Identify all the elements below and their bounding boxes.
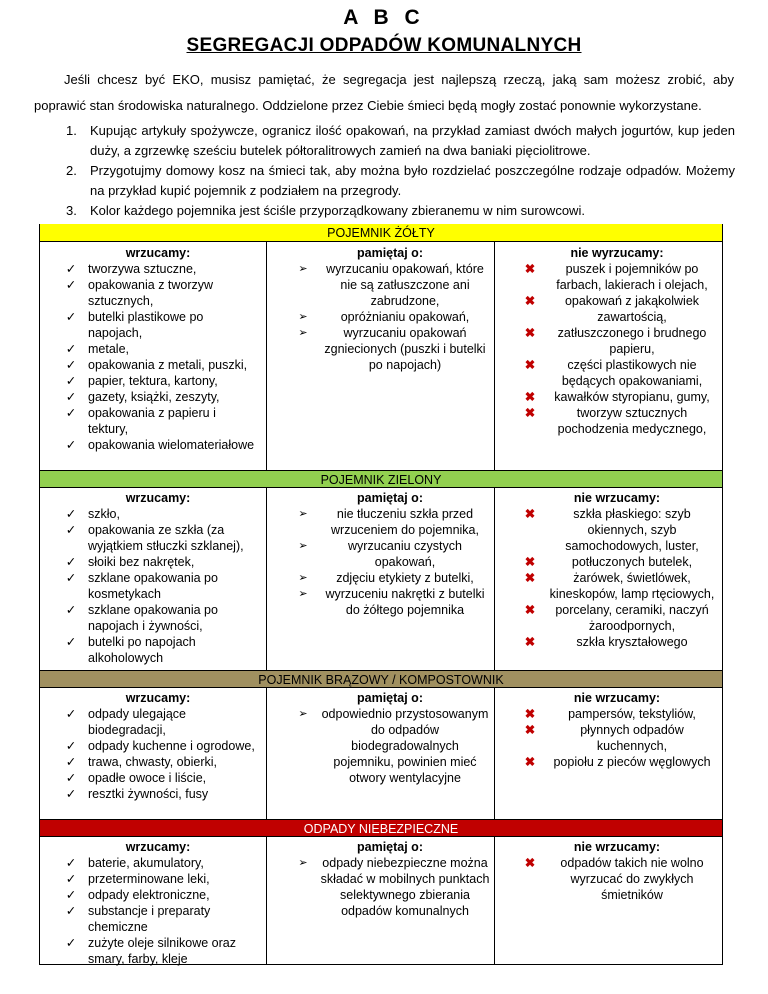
list-item xyxy=(58,754,258,770)
document-subtitle: SEGREGACJI ODPADÓW KOMUNALNYCH xyxy=(186,35,582,56)
list-item-text: pampersów, tekstyliów, xyxy=(568,707,696,721)
tip-item xyxy=(50,161,735,201)
list-item-text: trawa, chwasty, obierki, xyxy=(88,755,217,769)
column-divider xyxy=(494,836,495,964)
list-item-text: wyrzucaniu opakowań, które nie są zatłuszczone ani zabrudzone, xyxy=(326,262,484,308)
column-list xyxy=(290,706,490,786)
cross-icon: ✖ xyxy=(524,755,536,769)
column-list xyxy=(517,506,717,650)
section-header: POJEMNIK BRĄZOWY / KOMPOSTOWNIK xyxy=(40,670,722,688)
list-item xyxy=(58,855,258,871)
tip-number: 1. xyxy=(66,123,77,138)
column-heading: pamiętaj o: xyxy=(357,491,423,505)
list-item-text: odpowiednio przystosowanym do odpadów biodegradowalnych pojemniku, powinien mieć otwory wentylacyjne xyxy=(321,707,489,785)
list-item-text: butelki plastikowe po napojach, xyxy=(88,310,204,340)
column-list xyxy=(517,261,717,437)
list-item xyxy=(517,722,717,754)
cross-icon: ✖ xyxy=(524,723,536,737)
column-heading: pamiętaj o: xyxy=(357,691,423,705)
section-header: ODPADY NIEBEZPIECZNE xyxy=(40,819,722,837)
check-icon: ✓ xyxy=(65,571,77,585)
list-item-text: zdjęciu etykiety z butelki, xyxy=(336,571,474,585)
list-item xyxy=(58,341,258,357)
check-icon: ✓ xyxy=(65,936,77,950)
list-item xyxy=(58,738,258,754)
column-list xyxy=(58,855,258,967)
section-header: POJEMNIK ŻÓŁTY xyxy=(40,224,722,242)
list-item xyxy=(58,554,258,570)
arrow-icon: ➢ xyxy=(298,327,308,339)
list-item xyxy=(58,602,258,634)
check-icon: ✓ xyxy=(65,739,77,753)
cross-icon: ✖ xyxy=(524,571,536,585)
section-column-2 xyxy=(290,839,490,919)
column-list xyxy=(290,855,490,919)
tips-list xyxy=(50,121,735,221)
list-item-text: opakowania z tworzyw sztucznych, xyxy=(88,278,214,308)
list-item xyxy=(58,389,258,405)
column-list xyxy=(58,506,258,666)
list-item xyxy=(517,754,717,770)
section-column-3 xyxy=(517,839,717,903)
column-heading: wrzucamy: xyxy=(125,246,191,260)
column-list xyxy=(517,855,717,903)
list-item xyxy=(58,786,258,802)
list-item-text: nie tłuczeniu szkła przed wrzuceniem do pojemnika, xyxy=(331,507,479,537)
list-item-text: szklane opakowania po kosmetykach xyxy=(88,571,218,601)
column-heading: pamiętaj o: xyxy=(357,246,423,260)
list-item-text: odpady elektroniczne, xyxy=(88,888,210,902)
section-header: POJEMNIK ZIELONY xyxy=(40,470,722,488)
list-item xyxy=(290,538,490,570)
list-item xyxy=(290,325,490,373)
column-list xyxy=(517,706,717,770)
list-item xyxy=(58,373,258,389)
column-heading: nie wrzucamy: xyxy=(573,840,661,854)
arrow-icon: ➢ xyxy=(298,311,308,323)
list-item xyxy=(517,634,717,650)
list-item-text: wyrzuceniu nakrętki z butelki do żółtego pojemnika xyxy=(325,587,485,617)
column-divider xyxy=(266,687,267,819)
list-item xyxy=(58,261,258,277)
check-icon: ✓ xyxy=(65,856,77,870)
segregation-table xyxy=(39,224,723,965)
column-heading: nie wyrzucamy: xyxy=(570,246,664,260)
list-item xyxy=(58,634,258,666)
list-item xyxy=(58,405,258,437)
section-column-3 xyxy=(517,690,717,770)
list-item xyxy=(290,261,490,309)
column-divider xyxy=(494,487,495,670)
list-item-text: szkła płaskiego: szyb okiennych, szyb samochodowych, luster, xyxy=(565,507,699,553)
list-item xyxy=(517,554,717,570)
check-icon: ✓ xyxy=(65,904,77,918)
arrow-icon: ➢ xyxy=(298,588,308,600)
list-item-text: słoiki bez nakrętek, xyxy=(88,555,195,569)
list-item xyxy=(517,325,717,357)
cross-icon: ✖ xyxy=(524,507,536,521)
arrow-icon: ➢ xyxy=(298,708,308,720)
cross-icon: ✖ xyxy=(524,707,536,721)
cross-icon: ✖ xyxy=(524,326,536,340)
cross-icon: ✖ xyxy=(524,635,536,649)
list-item-text: szklane opakowania po napojach i żywności, xyxy=(88,603,218,633)
check-icon: ✓ xyxy=(65,787,77,801)
check-icon: ✓ xyxy=(65,310,77,324)
check-icon: ✓ xyxy=(65,507,77,521)
list-item-text: opróżnianiu opakowań, xyxy=(340,310,470,324)
column-list xyxy=(290,261,490,373)
list-item-text: opadłe owoce i liście, xyxy=(88,771,207,785)
list-item-text: przeterminowane leki, xyxy=(88,872,210,886)
check-icon: ✓ xyxy=(65,555,77,569)
check-icon: ✓ xyxy=(65,406,77,420)
column-divider xyxy=(266,836,267,964)
list-item xyxy=(290,706,490,786)
column-list xyxy=(58,261,258,453)
list-item-text: papier, tektura, kartony, xyxy=(88,374,218,388)
tip-number: 2. xyxy=(66,163,77,178)
intro-paragraph: Jeśli chcesz być EKO, musisz pamiętać, że segregacja jest najlepszą rzeczą, jaką sam możesz zrobić, aby poprawić stan środowiska naturalnego. Oddzielone przez Ciebie śmieci będą mogły zostać ponownie wykorzystane. xyxy=(34,72,734,113)
tip-item xyxy=(50,121,735,161)
tip-text: Kupując artykuły spożywcze, ogranicz ilość opakowań, na przykład zamiast dwóch małych jogurtów, kup jeden duży, a zgrzewkę sześciu butelek półtoralitrowych zamień na dwa baniaki pięciolitrowe. xyxy=(90,123,735,158)
section-column-1 xyxy=(58,245,258,453)
list-item xyxy=(58,706,258,738)
column-heading: nie wrzucamy: xyxy=(573,491,661,505)
cross-icon: ✖ xyxy=(524,390,536,404)
cross-icon: ✖ xyxy=(524,603,536,617)
list-item-text: odpady niebezpieczne można składać w mobilnych punktach selektywnego zbierania odpadów komunalnych xyxy=(320,856,490,918)
list-item-text: resztki żywności, fusy xyxy=(88,787,209,801)
list-item-text: odpady ulegające biodegradacji, xyxy=(88,707,186,737)
section-column-3 xyxy=(517,245,717,437)
list-item xyxy=(58,770,258,786)
tip-item xyxy=(50,201,735,221)
tip-number: 3. xyxy=(66,203,77,218)
list-item-text: potłuczonych butelek, xyxy=(571,555,693,569)
section-column-2 xyxy=(290,245,490,373)
arrow-icon: ➢ xyxy=(298,263,308,275)
list-item xyxy=(517,570,717,602)
tip-text: Kolor każdego pojemnika jest ściśle przyporządkowany zbieranemu w nim surowcowi. xyxy=(90,203,585,218)
list-item-text: części plastikowych nie będących opakowaniami, xyxy=(561,358,703,388)
column-heading: wrzucamy: xyxy=(125,691,191,705)
column-heading: wrzucamy: xyxy=(125,840,191,854)
list-item-text: butelki po napojach alkoholowych xyxy=(88,635,196,665)
column-divider xyxy=(266,242,267,470)
arrow-icon: ➢ xyxy=(298,572,308,584)
list-item xyxy=(58,506,258,522)
column-heading: wrzucamy: xyxy=(125,491,191,505)
list-item-text: odpady kuchenne i ogrodowe, xyxy=(88,739,255,753)
list-item xyxy=(58,935,258,967)
list-item-text: zużyte oleje silnikowe oraz smary, farby, kleje xyxy=(88,936,236,966)
check-icon: ✓ xyxy=(65,390,77,404)
cross-icon: ✖ xyxy=(524,358,536,372)
list-item xyxy=(517,405,717,437)
section-column-2 xyxy=(290,690,490,786)
check-icon: ✓ xyxy=(65,374,77,388)
list-item xyxy=(58,437,258,453)
list-item-text: substancje i preparaty chemiczne xyxy=(88,904,211,934)
arrow-icon: ➢ xyxy=(298,508,308,520)
list-item xyxy=(517,506,717,554)
check-icon: ✓ xyxy=(65,603,77,617)
arrow-icon: ➢ xyxy=(298,540,308,552)
list-item xyxy=(58,887,258,903)
column-list xyxy=(290,506,490,618)
list-item xyxy=(517,855,717,903)
list-item xyxy=(58,309,258,341)
check-icon: ✓ xyxy=(65,635,77,649)
check-icon: ✓ xyxy=(65,755,77,769)
column-divider xyxy=(266,487,267,670)
cross-icon: ✖ xyxy=(524,406,536,420)
list-item-text: tworzyw sztucznych pochodzenia medycznego, xyxy=(557,406,707,436)
tip-text: Przygotujmy domowy kosz na śmieci tak, aby można było rozdzielać poszczególne rodzaje odpadów. Możemy na przykład kupić pojemnik z podziałem na przegrody. xyxy=(90,163,735,198)
section-column-1 xyxy=(58,690,258,802)
list-item-text: odpadów takich nie wolno wyrzucać do zwykłych śmietników xyxy=(560,856,704,902)
check-icon: ✓ xyxy=(65,771,77,785)
check-icon: ✓ xyxy=(65,707,77,721)
list-item-text: kawałków styropianu, gumy, xyxy=(554,390,710,404)
column-heading: pamiętaj o: xyxy=(357,840,423,854)
list-item xyxy=(290,570,490,586)
list-item-text: wyrzucaniu czystych opakowań, xyxy=(348,539,462,569)
list-item-text: wyrzucaniu opakowań zgniecionych (puszki i butelki po napojach) xyxy=(324,326,486,372)
list-item xyxy=(517,261,717,293)
list-item xyxy=(58,277,258,309)
column-divider xyxy=(494,687,495,819)
list-item xyxy=(517,293,717,325)
list-item-text: opakowania wielomateriałowe xyxy=(88,438,255,452)
list-item-text: metale, xyxy=(88,342,129,356)
list-item-text: puszek i pojemników po farbach, lakierach i olejach, xyxy=(556,262,708,292)
list-item-text: żarówek, świetlówek, kineskopów, lamp rtęciowych, xyxy=(549,571,715,601)
check-icon: ✓ xyxy=(65,888,77,902)
column-heading: nie wrzucamy: xyxy=(573,691,661,705)
list-item-text: płynnych odpadów kuchennych, xyxy=(580,723,684,753)
list-item-text: popiołu z pieców węglowych xyxy=(553,755,711,769)
check-icon: ✓ xyxy=(65,872,77,886)
cross-icon: ✖ xyxy=(524,262,536,276)
list-item xyxy=(58,903,258,935)
check-icon: ✓ xyxy=(65,262,77,276)
list-item-text: gazety, książki, zeszyty, xyxy=(88,390,220,404)
list-item xyxy=(58,871,258,887)
list-item xyxy=(290,586,490,618)
cross-icon: ✖ xyxy=(524,856,536,870)
list-item xyxy=(290,855,490,919)
list-item-text: porcelany, ceramiki, naczyń żaroodpornych, xyxy=(555,603,709,633)
list-item xyxy=(517,706,717,722)
section-column-1 xyxy=(58,490,258,666)
list-item-text: opakowań z jakąkolwiek zawartością, xyxy=(564,294,700,324)
list-item xyxy=(290,309,490,325)
column-list xyxy=(58,706,258,802)
check-icon: ✓ xyxy=(65,523,77,537)
list-item xyxy=(58,357,258,373)
list-item-text: szkła kryształowego xyxy=(576,635,688,649)
list-item-text: opakowania z papieru i tektury, xyxy=(88,406,216,436)
check-icon: ✓ xyxy=(65,438,77,452)
section-column-3 xyxy=(517,490,717,650)
list-item-text: zatłuszczonego i brudnego papieru, xyxy=(557,326,707,356)
list-item xyxy=(290,506,490,538)
section-column-1 xyxy=(58,839,258,967)
list-item xyxy=(58,570,258,602)
list-item-text: szkło, xyxy=(88,507,120,521)
check-icon: ✓ xyxy=(65,358,77,372)
arrow-icon: ➢ xyxy=(298,857,308,869)
cross-icon: ✖ xyxy=(524,555,536,569)
list-item-text: opakowania z metali, puszki, xyxy=(88,358,248,372)
list-item-text: opakowania ze szkła (za wyjątkiem stłuczki szklanej), xyxy=(88,523,244,553)
document-title: A B C xyxy=(343,6,425,29)
section-column-2 xyxy=(290,490,490,618)
list-item xyxy=(517,389,717,405)
check-icon: ✓ xyxy=(65,342,77,356)
list-item xyxy=(517,357,717,389)
list-item xyxy=(58,522,258,554)
column-divider xyxy=(494,242,495,470)
list-item xyxy=(517,602,717,634)
cross-icon: ✖ xyxy=(524,294,536,308)
list-item-text: baterie, akumulatory, xyxy=(88,856,204,870)
list-item-text: tworzywa sztuczne, xyxy=(88,262,197,276)
check-icon: ✓ xyxy=(65,278,77,292)
